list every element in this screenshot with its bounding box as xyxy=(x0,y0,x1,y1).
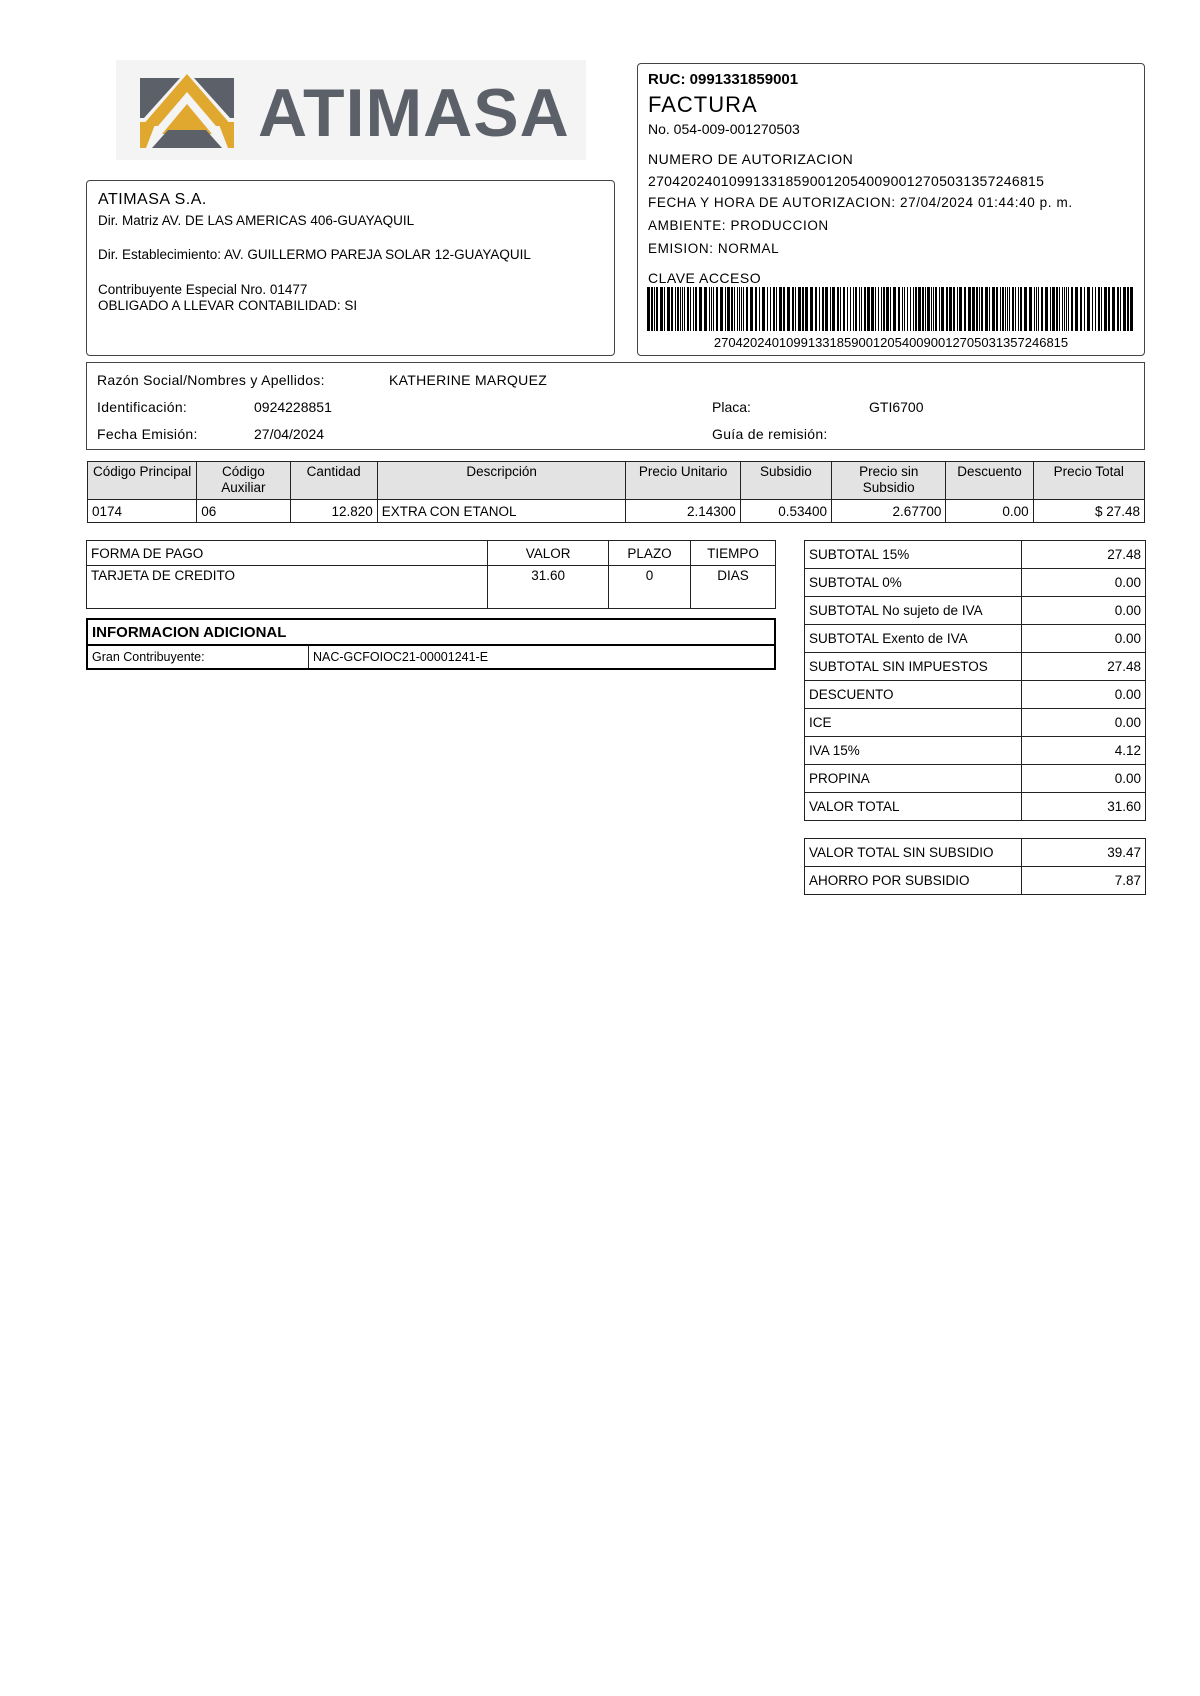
barcode-bar xyxy=(992,287,995,331)
barcode-bar xyxy=(927,287,930,331)
clave-label: CLAVE ACCESO xyxy=(648,270,762,286)
barcode-bar xyxy=(656,287,658,331)
total-label: DESCUENTO xyxy=(805,681,1022,709)
barcode-bar xyxy=(959,287,962,331)
barcode-bar xyxy=(759,287,760,331)
total-value: 4.12 xyxy=(1022,737,1146,765)
barcode-bar xyxy=(755,287,757,331)
barcode-bar xyxy=(847,287,848,331)
barcode-bar xyxy=(677,287,679,331)
barcode-bar xyxy=(1012,287,1014,331)
barcode-bar xyxy=(875,287,876,331)
table-row xyxy=(805,867,1146,895)
dir-establecimiento-label: Dir. Establecimiento: xyxy=(98,247,222,262)
ambiente: AMBIENTE: PRODUCCION xyxy=(648,218,829,233)
barcode-bar xyxy=(1059,287,1060,331)
guia-label: Guía de remisión: xyxy=(712,426,828,442)
table-row xyxy=(805,541,1146,569)
barcode-bar xyxy=(830,287,831,331)
col-plazo: PLAZO xyxy=(609,541,691,566)
table-row xyxy=(805,569,1146,597)
auth-datetime: FECHA Y HORA DE AUTORIZACION: 27/04/2024 01:44:40 p. m. xyxy=(648,195,1073,210)
barcode-bar xyxy=(1018,287,1019,331)
payment-header-row xyxy=(87,541,776,566)
barcode-bar xyxy=(750,287,753,331)
barcode-bar xyxy=(996,287,998,331)
col-precio-sin-subsidio: Precio sin Subsidio xyxy=(832,462,946,500)
barcode-bar xyxy=(979,287,980,331)
barcode-bar xyxy=(989,287,990,331)
barcode-bar xyxy=(1015,287,1016,331)
barcode-bar xyxy=(925,287,926,331)
barcode-bar xyxy=(709,287,710,331)
col-forma-pago: FORMA DE PAGO xyxy=(87,541,488,566)
barcode-bar xyxy=(810,287,813,331)
barcode-bar xyxy=(1104,287,1107,331)
barcode-bar xyxy=(907,287,908,331)
barcode-bar xyxy=(815,287,817,331)
barcode-bar xyxy=(1112,287,1115,331)
items-table xyxy=(87,461,1145,523)
col-tiempo: TIEMPO xyxy=(691,541,776,566)
barcode-bar xyxy=(704,287,707,331)
barcode-bar xyxy=(867,287,870,331)
obligado-contabilidad: OBLIGADO A LLEVAR CONTABILIDAD: SI xyxy=(98,298,358,313)
barcode-bar xyxy=(822,287,824,331)
col-descripcion: Descripción xyxy=(377,462,626,500)
barcode-bar xyxy=(1000,287,1001,331)
barcode-bar xyxy=(878,287,879,331)
total-value: 0.00 xyxy=(1022,681,1146,709)
company-info-box xyxy=(86,180,615,356)
total-label: SUBTOTAL 0% xyxy=(805,569,1022,597)
barcode-bar xyxy=(675,287,676,331)
total-value: 27.48 xyxy=(1022,541,1146,569)
barcode-bar xyxy=(739,287,740,331)
barcode-bar xyxy=(1036,287,1037,331)
table-row xyxy=(805,653,1146,681)
cell-plazo: 0 xyxy=(609,566,691,609)
barcode-bar xyxy=(832,287,835,331)
barcode-bar xyxy=(727,287,730,331)
barcode-bar xyxy=(684,287,685,331)
barcode-bar xyxy=(1098,287,1100,331)
barcode-bar xyxy=(904,287,905,331)
subsidy-label: VALOR TOTAL SIN SUBSIDIO xyxy=(805,839,1022,867)
barcode-bar xyxy=(1075,287,1078,331)
barcode-bar xyxy=(985,287,988,331)
barcode-bar xyxy=(819,287,820,331)
fecha-value: 27/04/2024 xyxy=(254,426,325,442)
barcode-bar xyxy=(1041,287,1043,331)
barcode-bar xyxy=(964,287,966,331)
barcode-bar xyxy=(861,287,862,331)
barcode-bar xyxy=(957,287,958,331)
barcode-bar xyxy=(671,287,673,331)
barcode-bar xyxy=(939,287,940,331)
total-label: SUBTOTAL 15% xyxy=(805,541,1022,569)
barcode-bar xyxy=(762,287,765,331)
barcode-bar xyxy=(890,287,891,331)
total-label: PROPINA xyxy=(805,765,1022,793)
barcode-bar xyxy=(946,287,948,331)
barcode-bar xyxy=(776,287,777,331)
barcode-bar xyxy=(871,287,874,331)
total-label: SUBTOTAL Exento de IVA xyxy=(805,625,1022,653)
barcode-bar xyxy=(902,287,903,331)
cell-descripcion: EXTRA CON ETANOL xyxy=(377,500,626,523)
contribuyente-especial: Contribuyente Especial Nro. 01477 xyxy=(98,282,308,297)
fecha-label: Fecha Emisión: xyxy=(97,426,198,442)
col-precio-total: Precio Total xyxy=(1033,462,1144,500)
total-value: 31.60 xyxy=(1022,793,1146,821)
barcode-icon xyxy=(645,287,1135,333)
barcode-bar xyxy=(1056,287,1058,331)
barcode-bar xyxy=(741,287,742,331)
col-descuento: Descuento xyxy=(946,462,1033,500)
subsidy-label: AHORRO POR SUBSIDIO xyxy=(805,867,1022,895)
barcode-bar xyxy=(647,287,650,331)
barcode-bar xyxy=(720,287,723,331)
col-precio-unitario: Precio Unitario xyxy=(626,462,740,500)
barcode-bar xyxy=(1005,287,1006,331)
additional-value: NAC-GCFOIOC21-00001241-E xyxy=(308,645,775,669)
barcode-bar xyxy=(743,287,744,331)
total-label: SUBTOTAL No sujeto de IVA xyxy=(805,597,1022,625)
barcode-bar xyxy=(1029,287,1032,331)
barcode-bar xyxy=(915,287,917,331)
cell-codigo-auxiliar: 06 xyxy=(197,500,290,523)
cell-tiempo: DIAS xyxy=(691,566,776,609)
auth-number: 2704202401099133185900120540090012705031357246815 xyxy=(648,173,1045,189)
barcode-bar xyxy=(922,287,924,331)
barcode-bar xyxy=(853,287,854,331)
total-value: 0.00 xyxy=(1022,709,1146,737)
table-row xyxy=(88,500,1145,523)
barcode-bar xyxy=(1120,287,1121,331)
barcode-bar xyxy=(1034,287,1035,331)
table-row xyxy=(87,566,776,609)
barcode-bar xyxy=(981,287,983,331)
barcode-bar xyxy=(850,287,851,331)
cell-valor: 31.60 xyxy=(488,566,609,609)
payment-table xyxy=(86,540,776,609)
totals-table xyxy=(804,540,1146,821)
table-row xyxy=(805,709,1146,737)
barcode-bar xyxy=(1095,287,1096,331)
barcode-bar xyxy=(953,287,955,331)
barcode-bar xyxy=(664,287,665,331)
barcode-bar xyxy=(825,287,828,331)
cell-codigo-principal: 0174 xyxy=(88,500,197,523)
barcode-bar xyxy=(1084,287,1085,331)
table-row xyxy=(805,681,1146,709)
items-header-row xyxy=(88,462,1145,500)
barcode-bar xyxy=(690,287,691,331)
barcode-bar xyxy=(792,287,794,331)
barcode-bar xyxy=(910,287,911,331)
total-label: VALOR TOTAL xyxy=(805,793,1022,821)
barcode-bar xyxy=(972,287,975,331)
barcode-bar xyxy=(787,287,790,331)
barcode-bar xyxy=(1024,287,1027,331)
total-value: 0.00 xyxy=(1022,569,1146,597)
barcode-bar xyxy=(802,287,804,331)
company-name: ATIMASA S.A. xyxy=(98,191,207,208)
table-row xyxy=(805,737,1146,765)
barcode-bar xyxy=(1062,287,1063,331)
barcode-bar xyxy=(725,287,726,331)
barcode-bar xyxy=(881,287,882,331)
barcode-bar xyxy=(682,287,683,331)
barcode-bar xyxy=(1117,287,1119,331)
barcode-bar xyxy=(1007,287,1008,331)
barcode-bar xyxy=(695,287,697,331)
invoice-number: No. 054-009-001270503 xyxy=(648,121,800,137)
barcode-bar xyxy=(935,287,937,331)
barcode-bar xyxy=(1080,287,1082,331)
cell-descuento: 0.00 xyxy=(946,500,1033,523)
total-value: 0.00 xyxy=(1022,597,1146,625)
dir-matriz-value: AV. DE LAS AMERICAS 406-GUAYAQUIL xyxy=(161,213,415,228)
barcode-bar xyxy=(931,287,932,331)
barcode-bar xyxy=(843,287,845,331)
barcode-bar xyxy=(864,287,866,331)
barcode-bar xyxy=(1068,287,1069,331)
razon-label: Razón Social/Nombres y Apellidos: xyxy=(97,372,325,388)
barcode-bar xyxy=(711,287,712,331)
barcode-bar xyxy=(1101,287,1102,331)
additional-key: Gran Contribuyente: xyxy=(87,645,308,669)
cell-forma-pago: TARJETA DE CREDITO xyxy=(87,566,488,609)
barcode-bar xyxy=(767,287,768,331)
barcode-bar xyxy=(779,287,782,331)
barcode-bar xyxy=(886,287,889,331)
subsidy-table xyxy=(804,838,1146,895)
dir-establecimiento xyxy=(98,247,531,262)
barcode-bar xyxy=(770,287,771,331)
col-subsidio: Subsidio xyxy=(740,462,831,500)
id-label: Identificación: xyxy=(97,399,188,415)
col-codigo-auxiliar: Código Auxiliar xyxy=(197,462,290,500)
cell-cantidad: 12.820 xyxy=(290,500,377,523)
col-codigo-principal: Código Principal xyxy=(88,462,197,500)
table-row xyxy=(805,625,1146,653)
barcode-bar xyxy=(798,287,801,331)
barcode-bar xyxy=(1123,287,1126,331)
barcode-bar xyxy=(680,287,681,331)
total-label: SUBTOTAL SIN IMPUESTOS xyxy=(805,653,1022,681)
barcode-bar xyxy=(1009,287,1010,331)
table-row xyxy=(87,645,775,669)
barcode-bar xyxy=(1002,287,1004,331)
barcode-bar xyxy=(1038,287,1039,331)
barcode-bar xyxy=(699,287,702,331)
barcode-bar xyxy=(660,287,663,331)
barcode-bar xyxy=(734,287,735,331)
barcode-bar xyxy=(651,287,653,331)
doc-type: FACTURA xyxy=(648,92,758,117)
logo-text: ATIMASA xyxy=(258,75,570,151)
placa-label: Placa: xyxy=(712,399,751,415)
barcode-bar xyxy=(773,287,775,331)
subsidy-value: 7.87 xyxy=(1022,867,1146,895)
barcode-bar xyxy=(855,287,857,331)
total-label: ICE xyxy=(805,709,1022,737)
emision: EMISION: NORMAL xyxy=(648,241,780,256)
barcode-bar xyxy=(737,287,738,331)
barcode-bar xyxy=(949,287,952,331)
barcode-bar xyxy=(795,287,796,331)
barcode-bar xyxy=(1050,287,1051,331)
barcode-bar xyxy=(913,287,914,331)
table-row xyxy=(805,765,1146,793)
dir-matriz-label: Dir. Matriz xyxy=(98,213,159,228)
cell-precio-unitario: 2.14300 xyxy=(626,500,740,523)
ruc: RUC: 0991331859001 xyxy=(648,71,799,88)
barcode-bar xyxy=(968,287,971,331)
barcode-bar xyxy=(667,287,670,331)
barcode-bar xyxy=(1130,287,1133,331)
barcode-bar xyxy=(1127,287,1129,331)
cell-precio-sin-subsidio: 2.67700 xyxy=(832,500,946,523)
barcode-bar xyxy=(693,287,694,331)
subsidy-value: 39.47 xyxy=(1022,839,1146,867)
table-row xyxy=(805,839,1146,867)
barcode-bar xyxy=(918,287,921,331)
total-value: 0.00 xyxy=(1022,625,1146,653)
total-value: 0.00 xyxy=(1022,765,1146,793)
razon-value: KATHERINE MARQUEZ xyxy=(389,372,548,388)
barcode-bar xyxy=(1071,287,1073,331)
additional-info-title: INFORMACION ADICIONAL xyxy=(87,619,775,645)
auth-label: NUMERO DE AUTORIZACION xyxy=(648,151,854,167)
barcode-bar xyxy=(1087,287,1090,331)
barcode-bar xyxy=(1045,287,1048,331)
clave-number: 2704202401099133185900120540090012705031357246815 xyxy=(713,335,1069,350)
barcode-bar xyxy=(746,287,748,331)
placa-value: GTI6700 xyxy=(869,399,924,415)
barcode-bar xyxy=(687,287,689,331)
additional-info-table xyxy=(86,618,776,670)
barcode-bar xyxy=(898,287,900,331)
company-logo xyxy=(116,60,586,160)
table-row xyxy=(805,597,1146,625)
barcode-bar xyxy=(1020,287,1022,331)
barcode-bar xyxy=(859,287,860,331)
barcode-bar xyxy=(783,287,785,331)
barcode-bar xyxy=(716,287,718,331)
barcode-bar xyxy=(840,287,841,331)
id-value: 0924228851 xyxy=(254,399,332,415)
cell-precio-total: $ 27.48 xyxy=(1033,500,1144,523)
barcode-bar xyxy=(1092,287,1093,331)
total-label: IVA 15% xyxy=(805,737,1022,765)
barcode-bar xyxy=(1064,287,1065,331)
barcode-bar xyxy=(941,287,944,331)
barcode-bar xyxy=(1108,287,1110,331)
cell-subsidio: 0.53400 xyxy=(740,500,831,523)
barcode-bar xyxy=(1052,287,1055,331)
col-cantidad: Cantidad xyxy=(290,462,377,500)
barcode-bar xyxy=(654,287,655,331)
table-row xyxy=(805,793,1146,821)
barcode-bar xyxy=(893,287,896,331)
customer-info-box xyxy=(86,362,1145,450)
dir-establecimiento-value: AV. GUILLERMO PAREJA SOLAR 12-GUAYAQUIL xyxy=(224,247,531,262)
barcode-bar xyxy=(837,287,839,331)
col-valor: VALOR xyxy=(488,541,609,566)
barcode-bar xyxy=(731,287,733,331)
total-value: 27.48 xyxy=(1022,653,1146,681)
barcode-bar xyxy=(933,287,934,331)
barcode-bar xyxy=(713,287,714,331)
dir-matriz xyxy=(98,213,414,228)
barcode-bar xyxy=(883,287,885,331)
barcode-bar xyxy=(805,287,808,331)
barcode-bar xyxy=(976,287,978,331)
barcode-bar xyxy=(1066,287,1067,331)
invoice-info-box xyxy=(637,63,1145,356)
